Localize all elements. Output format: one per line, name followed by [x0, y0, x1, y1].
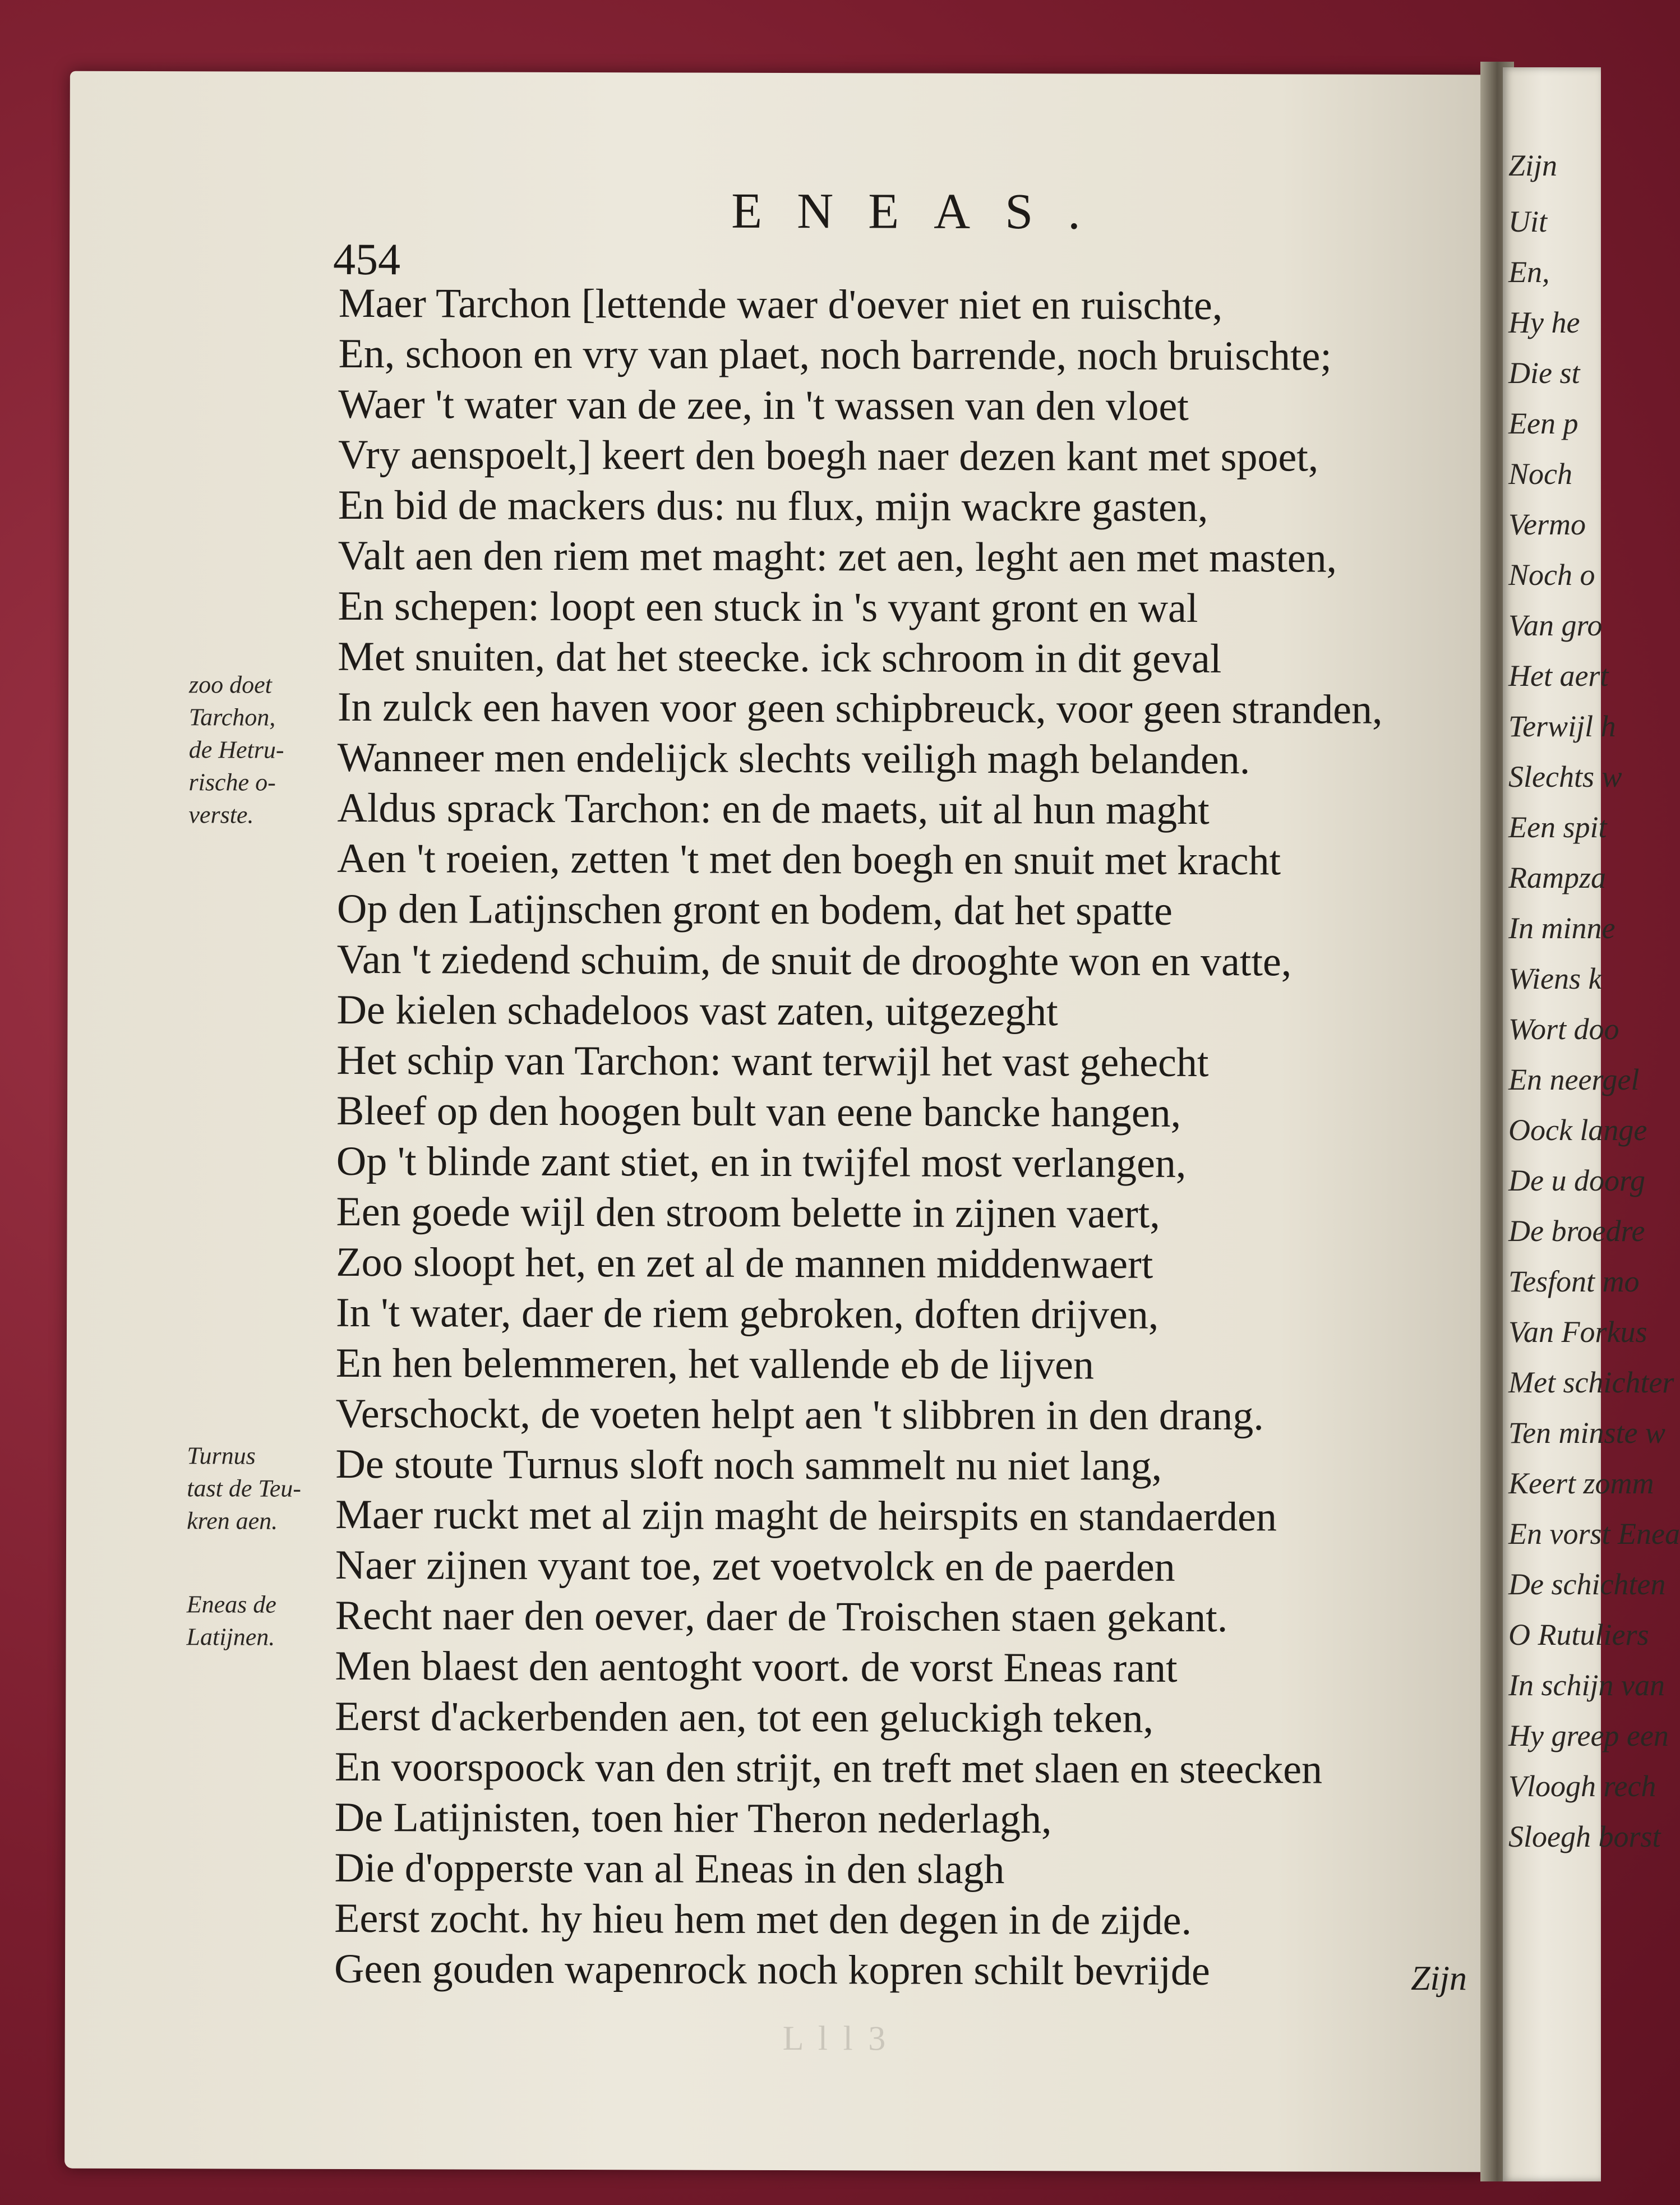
- verse-line: In zulck een haven voor geen schipbreuck, voor geen stranden,: [337, 684, 1383, 733]
- facing-page-fragment: Hy greep een: [1508, 1719, 1669, 1752]
- facing-page-fragment: In minne: [1508, 911, 1616, 945]
- verse-line: De Latijnisten, toen hier Theron nederlagh,: [334, 1794, 1052, 1843]
- facing-page-fragment: Zijn: [1508, 149, 1558, 182]
- marginal-line: Tarchon,: [188, 703, 276, 731]
- book-spread: [67, 39, 1680, 2187]
- verse-line: En, schoon en vry van plaet, noch barrende, noch bruischte;: [338, 330, 1332, 380]
- verse-line: Aen 't roeien, zetten 't met den boegh en snuit met kracht: [337, 835, 1281, 884]
- facing-page-fragment: Die st: [1508, 356, 1580, 390]
- marginal-line: verste.: [188, 801, 254, 829]
- facing-page-fragment: De schichten: [1508, 1567, 1666, 1601]
- verse-line: Recht naer den oever, daer de Troischen staen gekant.: [335, 1592, 1228, 1641]
- facing-page-fragment: Van gro: [1508, 608, 1603, 642]
- facing-page-fragment: Rampza: [1508, 861, 1606, 894]
- verse-line: Op 't blinde zant stiet, en in twijfel most verlangen,: [336, 1138, 1187, 1187]
- marginal-line: Turnus: [187, 1442, 256, 1470]
- marginal-line: Latijnen.: [186, 1623, 275, 1651]
- facing-page-fragment: En vorst Enea: [1508, 1517, 1680, 1551]
- verse-line: Geen gouden wapenrock noch kopren schilt bevrijde: [334, 1945, 1210, 1995]
- verse-line: Met snuiten, dat het steecke. ick schroom in dit geval: [338, 633, 1222, 682]
- catchword: Zijn: [1410, 1959, 1467, 1998]
- facing-page-fragment: En neergel: [1508, 1063, 1640, 1096]
- verse-line: Op den Latijnschen gront en bodem, dat het spatte: [336, 885, 1173, 934]
- marginal-line: kren aen.: [187, 1507, 278, 1535]
- verse-line: In 't water, daer de riem gebroken, doften drijven,: [335, 1289, 1159, 1338]
- show-through-signature: L l l 3: [782, 2019, 889, 2058]
- marginal-line: zoo doet: [188, 671, 272, 699]
- facing-page-fragment: Wort doo: [1508, 1012, 1619, 1046]
- verse-line: De stoute Turnus sloft noch sammelt nu niet lang,: [335, 1441, 1162, 1489]
- verse-block: [334, 278, 1572, 1998]
- verse-line: De kielen schadeloos vast zaten, uitgezeght: [336, 986, 1058, 1035]
- facing-page-fragment: Hy he: [1508, 306, 1580, 339]
- facing-page-fragment: Keert zomm: [1508, 1466, 1654, 1500]
- facing-page-fragment: Vermo: [1508, 508, 1586, 541]
- facing-page-fragment: Oock lange: [1508, 1113, 1647, 1147]
- running-head: ENEAS.: [731, 183, 1115, 240]
- facing-page-fragment: De broedre: [1508, 1214, 1645, 1248]
- marginal-line: tast de Teu-: [187, 1474, 302, 1502]
- verse-line: Verschockt, de voeten helpt aen 't slibbren in den drang.: [335, 1390, 1264, 1440]
- facing-page-fragment: Het aert: [1508, 659, 1609, 693]
- verse-line: En bid de mackers dus: nu flux, mijn wackre gasten,: [338, 482, 1208, 531]
- verse-line: Die d'opperste van al Eneas in den slagh: [334, 1844, 1005, 1893]
- verse-line: Het schip van Tarchon: want terwijl het vast gehecht: [336, 1037, 1209, 1086]
- facing-page-fragment: Tesfont mo: [1508, 1265, 1640, 1298]
- verse-line: Maer ruckt met al zijn maght de heirspits en standaerden: [335, 1491, 1277, 1540]
- facing-page-fragment: Een spit: [1508, 810, 1607, 844]
- marginal-line: Eneas de: [186, 1590, 276, 1618]
- verse-line: Een goede wijl den stroom belette in zijnen vaert,: [336, 1188, 1160, 1237]
- facing-page-fragment: Uit: [1508, 205, 1548, 238]
- facing-page-fragment: De u doorg: [1508, 1164, 1645, 1197]
- facing-page-fragment: In schijn van: [1508, 1668, 1665, 1702]
- verse-line: En hen belemmeren, het vallende eb de lijven: [335, 1340, 1095, 1388]
- verse-line: Eerst zocht. hy hieu hem met den degen in de zijde.: [334, 1895, 1192, 1944]
- facing-page-fragment: Sloegh borst: [1508, 1820, 1661, 1853]
- marginal-line: rische o-: [188, 768, 276, 796]
- facing-page-fragment: Noch: [1508, 457, 1572, 491]
- facing-page-fragment: Van Forkus: [1508, 1315, 1647, 1349]
- facing-page-fragment: Noch o: [1508, 558, 1595, 592]
- marginal-note-tarchon: [188, 668, 335, 832]
- facing-page-edge: [1503, 67, 1680, 2181]
- page-number: 454: [333, 234, 401, 285]
- verse-line: Maer Tarchon [lettende waer d'oever niet en ruischte,: [338, 280, 1223, 329]
- verse-line: Van 't ziedend schuim, de snuit de drooghte won en vatte,: [336, 936, 1292, 985]
- verse-line: En voorspoock van den strijt, en treft met slaen en steecken: [334, 1743, 1323, 1793]
- left-page: [64, 71, 1494, 2172]
- verse-line: En schepen: loopt een stuck in 's vyant gront en wal: [338, 583, 1198, 631]
- marginal-note-turnus: [187, 1440, 333, 1538]
- verse-line: Wanneer men endelijck slechts veiligh magh belanden.: [337, 734, 1250, 783]
- verse-line: Valt aen den riem met maght: zet aen, leght aen met masten,: [338, 532, 1337, 582]
- facing-page-fragment: O Rutuliers: [1508, 1618, 1649, 1652]
- verse-line: Naer zijnen vyant toe, zet voetvolck en de paerden: [335, 1542, 1175, 1590]
- facing-page-fragment: Terwijl h: [1508, 709, 1616, 743]
- verse-line: Men blaest den aentoght voort. de vorst Eneas rant: [335, 1643, 1178, 1691]
- marginal-note-eneas: [187, 1588, 333, 1654]
- verse-line: Vry aenspoelt,] keert den boegh naer dezen kant met spoet,: [338, 431, 1319, 481]
- marginal-line: de Hetru-: [188, 736, 284, 764]
- verse-line: Zoo sloopt het, en zet al de mannen middenwaert: [336, 1239, 1153, 1288]
- verse-line: Waer 't water van de zee, in 't wassen van den vloet: [338, 381, 1189, 430]
- facing-page-fragment: Een p: [1508, 407, 1579, 440]
- verse-line: Eerst d'ackerbenden aen, tot een geluckigh teken,: [335, 1693, 1154, 1742]
- facing-page-fragment: Wiens k: [1508, 962, 1602, 995]
- facing-page-fragment: En,: [1508, 255, 1550, 289]
- facing-page-fragment: Vloogh rech: [1508, 1769, 1656, 1803]
- verse-line: Bleef op den hoogen bult van eene bancke hangen,: [336, 1087, 1181, 1136]
- facing-page-fragment: Ten minste w: [1508, 1416, 1666, 1450]
- facing-page-fragment: Met schichter: [1508, 1366, 1674, 1399]
- facing-page-fragment: Slechts w: [1508, 760, 1622, 794]
- verse-line: Aldus sprack Tarchon: en de maets, uit al hun maght: [337, 785, 1210, 834]
